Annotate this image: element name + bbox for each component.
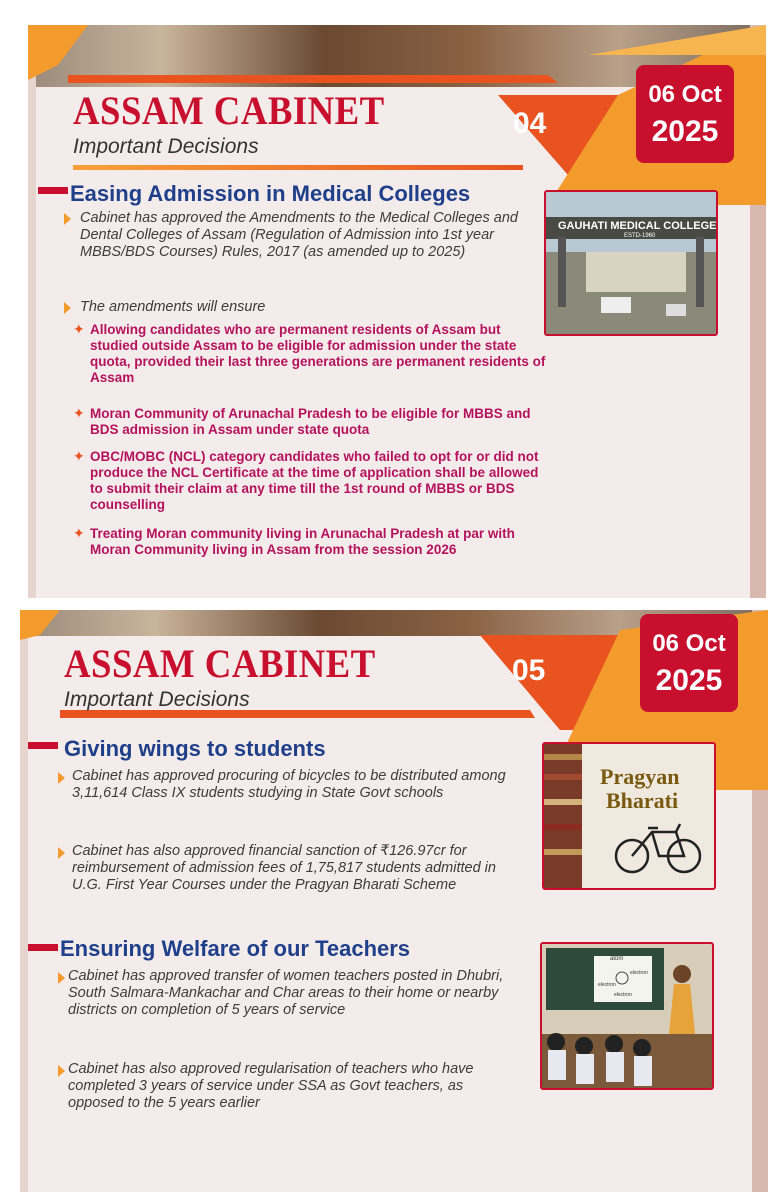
amendment-point: OBC/MOBC (NCL) category candidates who failed to opt for or did not produce the NCL Certificate at the time of application shall be allowed to submit their claim at any time till the 1st round of MBBS or BDS counselling [90, 449, 539, 512]
page-subtitle: Important Decisions [73, 135, 259, 158]
page-title: ASSAM CABINET [64, 641, 376, 686]
amendment-point: Allowing candidates who are permanent residents of Assam but studied outside Assam to be eligible for admission under the state quota, provided their last three generations are permanent residents of Assam [90, 322, 546, 385]
section-heading: Ensuring Welfare of our Teachers [60, 936, 411, 961]
paragraph: Cabinet has approved the Amendments to the Medical Colleges and Dental Colleges of Assam (Regulation of Admission into 1st year MBBS/BDS Courses) Rules, 2017 (as amended up to 2025) [80, 210, 518, 260]
date-day-month: 06 Oct [652, 630, 726, 657]
paragraph: Cabinet has also approved regularisation of teachers who have completed 3 years of service under SSA as Govt teachers, as opposed to the 5 years earlier [68, 1061, 474, 1111]
board-label: electron [598, 982, 616, 988]
paragraph: Cabinet has approved procuring of bicycles to be distributed among 3,11,614 Class IX students studying in State Govt schools [72, 768, 506, 801]
bullet-icon [58, 972, 65, 984]
star-bullet-icon: ✦ [73, 321, 85, 337]
college-sign-estd: ESTD-1960 [624, 233, 656, 239]
bullet-icon [58, 1065, 65, 1077]
date-year: 2025 [655, 664, 723, 697]
slide-number: 05 [512, 654, 546, 687]
paragraph: Cabinet has approved transfer of women teachers posted in Dhubri, South Salmara-Mankachar and Char areas to their home or nearby districts on completion of 5 years of service [68, 968, 504, 1018]
college-sign-text: GAUHATI MEDICAL COLLEGE [558, 220, 717, 232]
section-bar [28, 944, 58, 951]
amendment-point: Moran Community of Arunachal Pradesh to be eligible for MBBS and BDS admission in Assam under state quota [90, 406, 531, 437]
bullet-icon [64, 302, 71, 314]
teacher-classroom-image [540, 942, 714, 1090]
board-label: atom [610, 956, 624, 962]
star-bullet-icon: ✦ [73, 448, 85, 464]
board-label: electron [630, 970, 648, 976]
section-bar [28, 742, 58, 749]
page-title: ASSAM CABINET [73, 88, 385, 133]
page-subtitle: Important Decisions [64, 688, 250, 711]
date-badge [636, 65, 734, 163]
cabinet-slide-05 [20, 610, 768, 1192]
section-bar [38, 187, 68, 194]
medical-college-photo [544, 190, 718, 336]
section-heading: Giving wings to students [64, 736, 326, 761]
bullet-icon [58, 847, 65, 859]
bullet-icon [58, 772, 65, 784]
date-day-month: 06 Oct [648, 81, 722, 108]
slide-number: 04 [513, 107, 547, 140]
bullet-icon [64, 213, 71, 225]
paragraph: Cabinet has also approved financial sanction of ₹126.97cr for reimbursement of admission fees of 1,75,817 students admitted in U.G. First Year Courses under the Pragyan Bharati Scheme [72, 843, 496, 893]
date-year: 2025 [651, 115, 719, 148]
bharati-text: Bharati [606, 788, 679, 813]
star-bullet-icon: ✦ [73, 525, 85, 541]
amendment-point: Treating Moran community living in Arunachal Pradesh at par with Moran Community living in Assam from the session 2026 [90, 526, 515, 557]
title-rule [73, 165, 523, 170]
star-bullet-icon: ✦ [73, 405, 85, 421]
paragraph: The amendments will ensure [80, 299, 266, 315]
pragyan-text: Pragyan [600, 764, 680, 789]
board-label: electron [614, 992, 632, 998]
pragyan-bharati-image [542, 742, 716, 890]
date-badge [640, 614, 738, 712]
cabinet-slide-04 [28, 25, 766, 598]
section-heading: Easing Admission in Medical Colleges [70, 181, 471, 206]
